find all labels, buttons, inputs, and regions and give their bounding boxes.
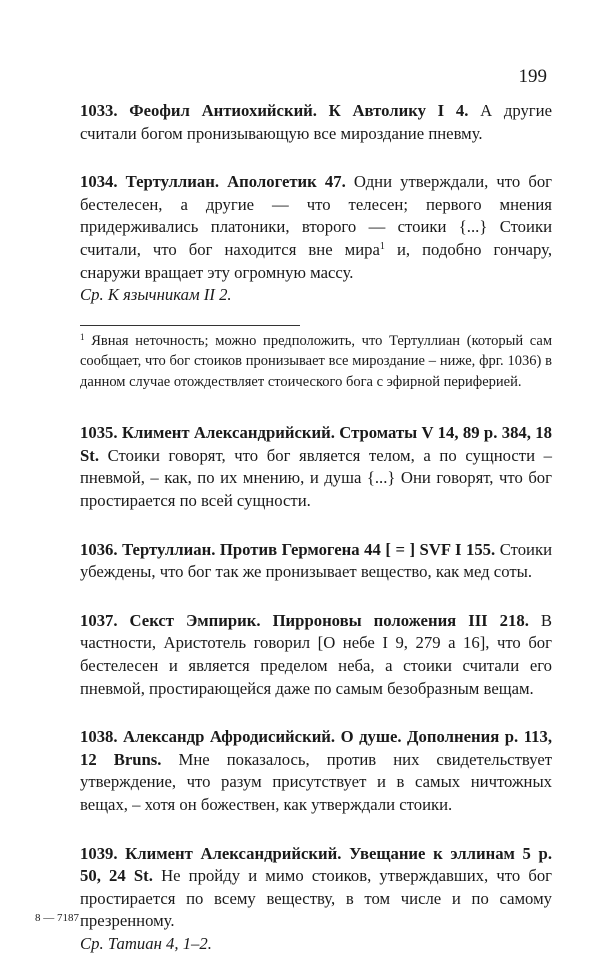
footnote <box>80 331 552 393</box>
entry-text: А другие считали богом пронизывающую все мироздание пневму. <box>80 101 552 143</box>
entry-1038 <box>80 726 552 816</box>
entry-text: Стоики убеждены, что бог так же пронизывает вещество, как мед соты. <box>80 539 553 582</box>
entry-heading: 1037. Секст Эмпирик. Пирроновы положения III 218. <box>80 610 529 630</box>
entry-paragraph <box>80 610 552 700</box>
entry-text: Не пройду и мимо стоиков, утверждавших, что бог простирается по всему веществу, в том числе и по самому презренному. <box>80 866 553 931</box>
entry-text-continued: и, подобно гончару, снаружи вращает эту огромную массу. <box>80 239 553 282</box>
footnote-reference: 1 <box>379 240 385 252</box>
entry-heading: 1038. Александр Афродисийский. О душе. Дополнения p. 113, 12 Bruns. <box>80 727 552 769</box>
entry-1037 <box>80 610 552 700</box>
entry-heading: 1039. Климент Александрийский. Увещание к эллинам 5 p. 50, 24 St. <box>80 843 552 886</box>
entry-1033 <box>80 100 552 145</box>
entry-paragraph <box>80 100 552 145</box>
entry-paragraph <box>80 726 552 816</box>
page-number: 199 <box>518 66 547 87</box>
entry-heading: 1035. Климент Александрийский. Строматы V 14, 89 p. 384, 18 St. <box>80 423 552 465</box>
cross-reference: Ср. К язычникам II 2. <box>80 285 232 305</box>
footnote-divider <box>80 325 300 326</box>
footnote-text: Явная неточность; можно предположить, что Тертуллиан (который сам сообщает, что бог стоиков пронизывает все мироздание – ниже, фрг. 1036) в данном случае отождествляет стоического бога с эфирной периферией. <box>80 332 553 390</box>
cross-reference: Ср. Татиан 4, 1–2. <box>80 933 212 953</box>
entry-heading: 1034. Тертуллиан. Апологетик 47. <box>80 172 346 192</box>
entry-text: Мне показалось, против них свидетельствует утверждение, что разум присутствует и в самых ничтожных вещах, – хотя он божествен, как утверждали стоики. <box>80 749 553 814</box>
entry-text: Одни утверждали, что бог бестелесен, а другие — что телесен; первого мнения придерживались платоники, второго — стоики {...} Стоики считали, что бог находится вне мира <box>80 172 553 259</box>
footnote-number: 1 <box>80 331 85 342</box>
entry-1035 <box>80 422 552 512</box>
entry-1034 <box>80 171 552 307</box>
entry-text: В частности, Аристотель говорил [О небе I 9, 279 a 16], что бог бестелесен и является пределом неба, а стоики считали его пневмой, простирающейся даже по самым безобразным вещам. <box>80 610 553 698</box>
entry-paragraph <box>80 422 552 512</box>
entry-paragraph <box>80 539 552 584</box>
entry-paragraph <box>80 843 552 933</box>
entry-1039 <box>80 843 552 956</box>
entry-1036 <box>80 539 552 584</box>
entry-text: Стоики говорят, что бог является телом, а по сущности – пневмой, – как, по их мнению, и душа {...} Они говорят, что бог простирается по всей сущности. <box>80 445 552 511</box>
page-content <box>80 100 552 956</box>
entry-heading: 1033. Феофил Антиохийский. К Автолику I 4. <box>80 101 469 120</box>
entry-paragraph <box>80 171 552 284</box>
entry-heading: 1036. Тертуллиан. Против Гермогена 44 [ = ] SVF I 155. <box>80 539 496 559</box>
printer-signature: 8 — 7187 <box>35 912 79 924</box>
